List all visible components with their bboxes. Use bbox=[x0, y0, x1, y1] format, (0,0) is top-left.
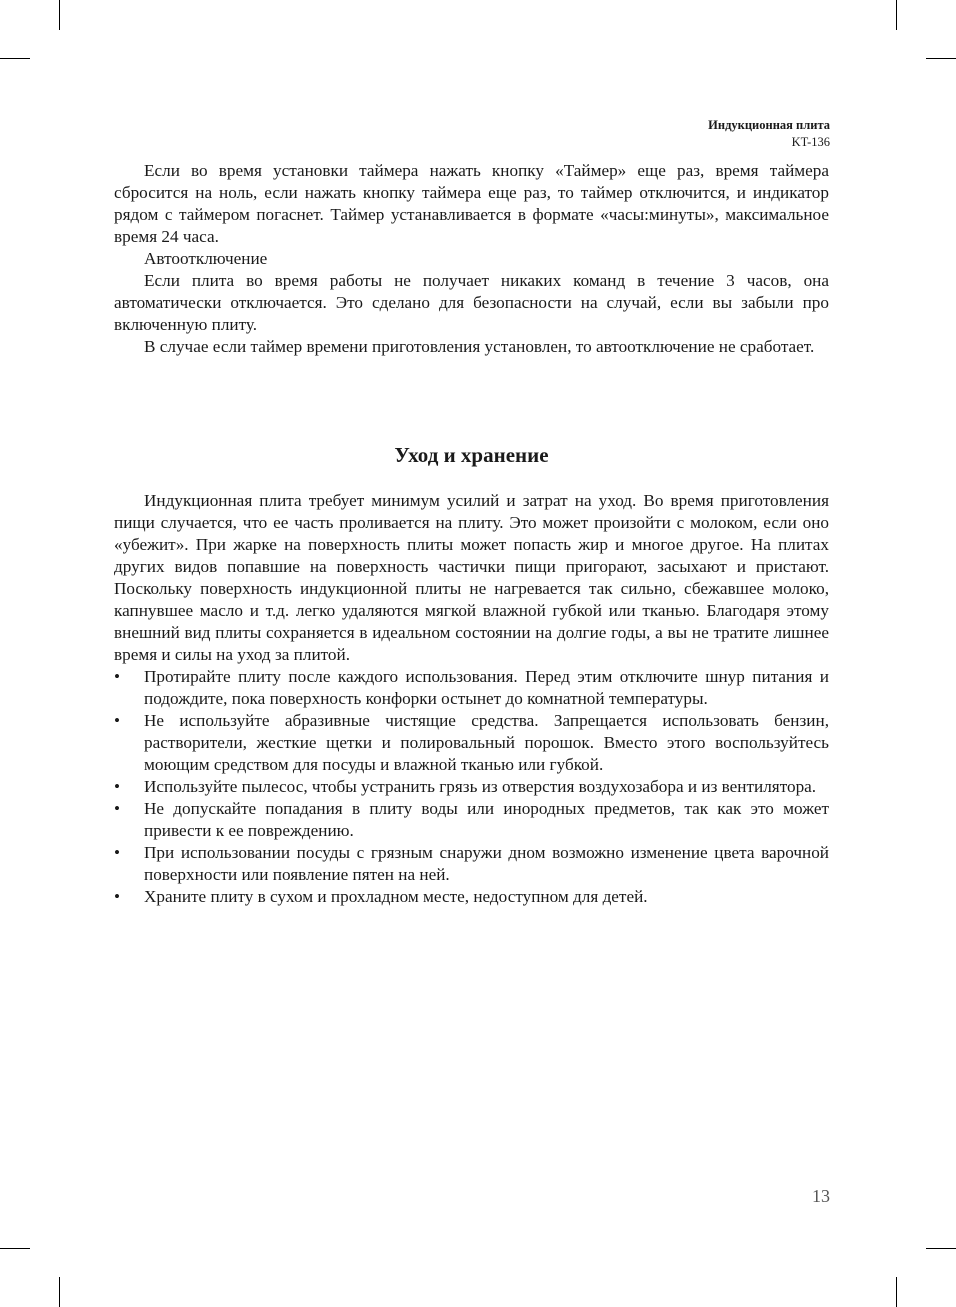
list-item bbox=[114, 886, 829, 908]
bullet-icon: • bbox=[114, 711, 121, 730]
crop-mark bbox=[0, 1248, 30, 1249]
crop-mark bbox=[926, 58, 956, 59]
list-item bbox=[114, 710, 829, 776]
bullet-icon: • bbox=[114, 843, 121, 862]
auto-off-note: В случае если таймер времени приготовления установлен, то автоотключение не сработает. bbox=[144, 337, 815, 356]
crop-mark bbox=[59, 1277, 60, 1307]
list-item-text: Не допускайте попадания в плиту воды или инородных предметов, так как это может привести к ее повреждению. bbox=[144, 799, 829, 840]
page-number: 13 bbox=[812, 1186, 830, 1206]
header-title: Индукционная плита bbox=[708, 118, 830, 132]
bullet-icon: • bbox=[114, 887, 121, 906]
list-item-text: При использовании посуды с грязным снаружи дном возможно изменение цвета варочной поверхности или появление пятен на ней. bbox=[144, 843, 829, 884]
care-list bbox=[114, 666, 829, 908]
list-item bbox=[114, 776, 829, 798]
crop-mark bbox=[896, 0, 897, 30]
auto-off-paragraph: Если плита во время работы не получает никаких команд в течение 3 часов, она автоматически отключается. Это сделано для безопасности на случай, если вы забыли про включенную плиту. bbox=[114, 271, 829, 334]
crop-mark bbox=[896, 1277, 897, 1307]
crop-mark bbox=[926, 1248, 956, 1249]
section-title: Уход и хранение bbox=[394, 443, 549, 467]
bullet-icon: • bbox=[114, 777, 121, 796]
crop-mark bbox=[0, 58, 30, 59]
header-model: KT-136 bbox=[791, 135, 830, 149]
list-item bbox=[114, 798, 829, 842]
list-item bbox=[114, 666, 829, 710]
care-intro: Индукционная плита требует минимум усилий и затрат на уход. Во время приготовления пищи случается, что ее часть проливается на плиту. Это может произойти с молоком, если оно «убежит». При жарке на поверхность плиты может попасть жир и многое другое. На плитах других видов попавшие на поверхность частички пищи пригорают, засыхают и пристают. Поскольку поверхность индукционной плиты не нагревается так сильно, сбежавшее молоко, капнувшее масло и т.д. легко удаляются мягкой влажной губкой или тканью. Благодаря этому внешний вид плиты сохраняется в идеальном состоянии на долгие годы, а вы не тратите лишнее время и силы на уход за плитой. bbox=[114, 491, 829, 664]
list-item bbox=[114, 842, 829, 886]
timer-paragraph: Если во время установки таймера нажать кнопку «Таймер» еще раз, время таймера сбросится на ноль, если нажать кнопку таймера еще раз, то таймер отключится, и индикатор рядом с таймером погаснет. Таймер устанавливается в формате «часы:минуты», максимальное время 24 часа. bbox=[114, 161, 829, 246]
care-section bbox=[114, 490, 829, 908]
bullet-icon: • bbox=[114, 799, 121, 818]
list-item-text: Храните плиту в сухом и прохладном месте, недоступном для детей. bbox=[144, 887, 648, 906]
bullet-icon: • bbox=[114, 667, 121, 686]
list-item-text: Не используйте абразивные чистящие средства. Запрещается использовать бензин, растворители, жесткие щетки и полировальный порошок. Вместо этого воспользуйтесь моющим средством для посуды и влажной тканью или губкой. bbox=[144, 711, 829, 774]
list-item-text: Протирайте плиту после каждого использования. Перед этим отключите шнур питания и подождите, пока поверхность конфорки остынет до комнатной температуры. bbox=[144, 667, 829, 708]
list-item-text: Используйте пылесос, чтобы устранить грязь из отверстия воздухозабора и из вентилятора. bbox=[144, 777, 817, 796]
auto-off-subheading: Автоотключение bbox=[144, 249, 268, 268]
running-header bbox=[708, 117, 830, 151]
timer-section bbox=[114, 160, 829, 358]
crop-mark bbox=[59, 0, 60, 30]
